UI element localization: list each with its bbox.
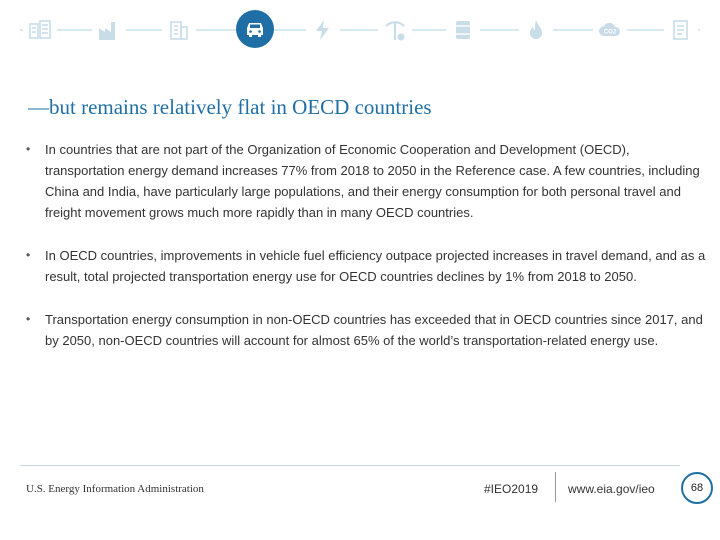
mining-pick-icon[interactable] — [378, 13, 412, 47]
bullet-marker: • — [26, 312, 31, 326]
co2-emissions-icon[interactable] — [593, 13, 627, 47]
buildings-icon[interactable] — [162, 13, 196, 47]
svg-text:CO2: CO2 — [603, 29, 617, 36]
transportation-car-icon[interactable] — [236, 10, 274, 48]
natural-gas-flame-icon[interactable] — [519, 13, 553, 47]
footer-separator — [555, 472, 556, 502]
bullet-item — [26, 139, 706, 223]
footer-divider — [20, 465, 680, 466]
industrial-factory-icon[interactable] — [92, 13, 126, 47]
page-number-badge — [681, 472, 713, 504]
electricity-generation-icon[interactable] — [23, 13, 57, 47]
oil-barrel-icon[interactable] — [446, 13, 480, 47]
electricity-bolt-icon[interactable] — [306, 13, 340, 47]
slide-title: —but remains relatively flat in OECD countries — [28, 95, 432, 119]
bullet-text: Transportation energy consumption in non-OECD countries has exceeded that in OECD countries since 2017, and by 2050, non-OECD countries will account for almost 65% of the world’s transportation-related energy use. — [45, 312, 703, 348]
bullet-text: In OECD countries, improvements in vehicle fuel efficiency outpace projected increases in travel demand, and as a result, total projected transportation energy use for OECD countries declines by 1% from 2018 to 2050. — [45, 248, 706, 284]
bullet-marker: • — [26, 142, 31, 156]
bullet-list — [26, 139, 706, 373]
footer-url-link[interactable]: www.eia.gov/ieo — [568, 482, 655, 496]
report-document-icon[interactable] — [664, 13, 698, 47]
footer-agency-name: U.S. Energy Information Administration — [26, 483, 204, 495]
footer-hashtag: #IEO2019 — [484, 482, 539, 496]
bullet-text: In countries that are not part of the Organization of Economic Cooperation and Development (OECD), transportation energy demand increases 77% from 2018 to 2050 in the Reference case. A few countries, including China and India, have particularly large populations, and their energy consumption for both personal travel and freight movement grows much more rapidly than in many OECD countries. — [45, 142, 700, 220]
bullet-item — [26, 245, 706, 287]
bullet-marker: • — [26, 248, 31, 262]
page-number: 68 — [690, 482, 704, 494]
section-icon-bar — [0, 8, 720, 52]
bullet-item — [26, 309, 706, 351]
